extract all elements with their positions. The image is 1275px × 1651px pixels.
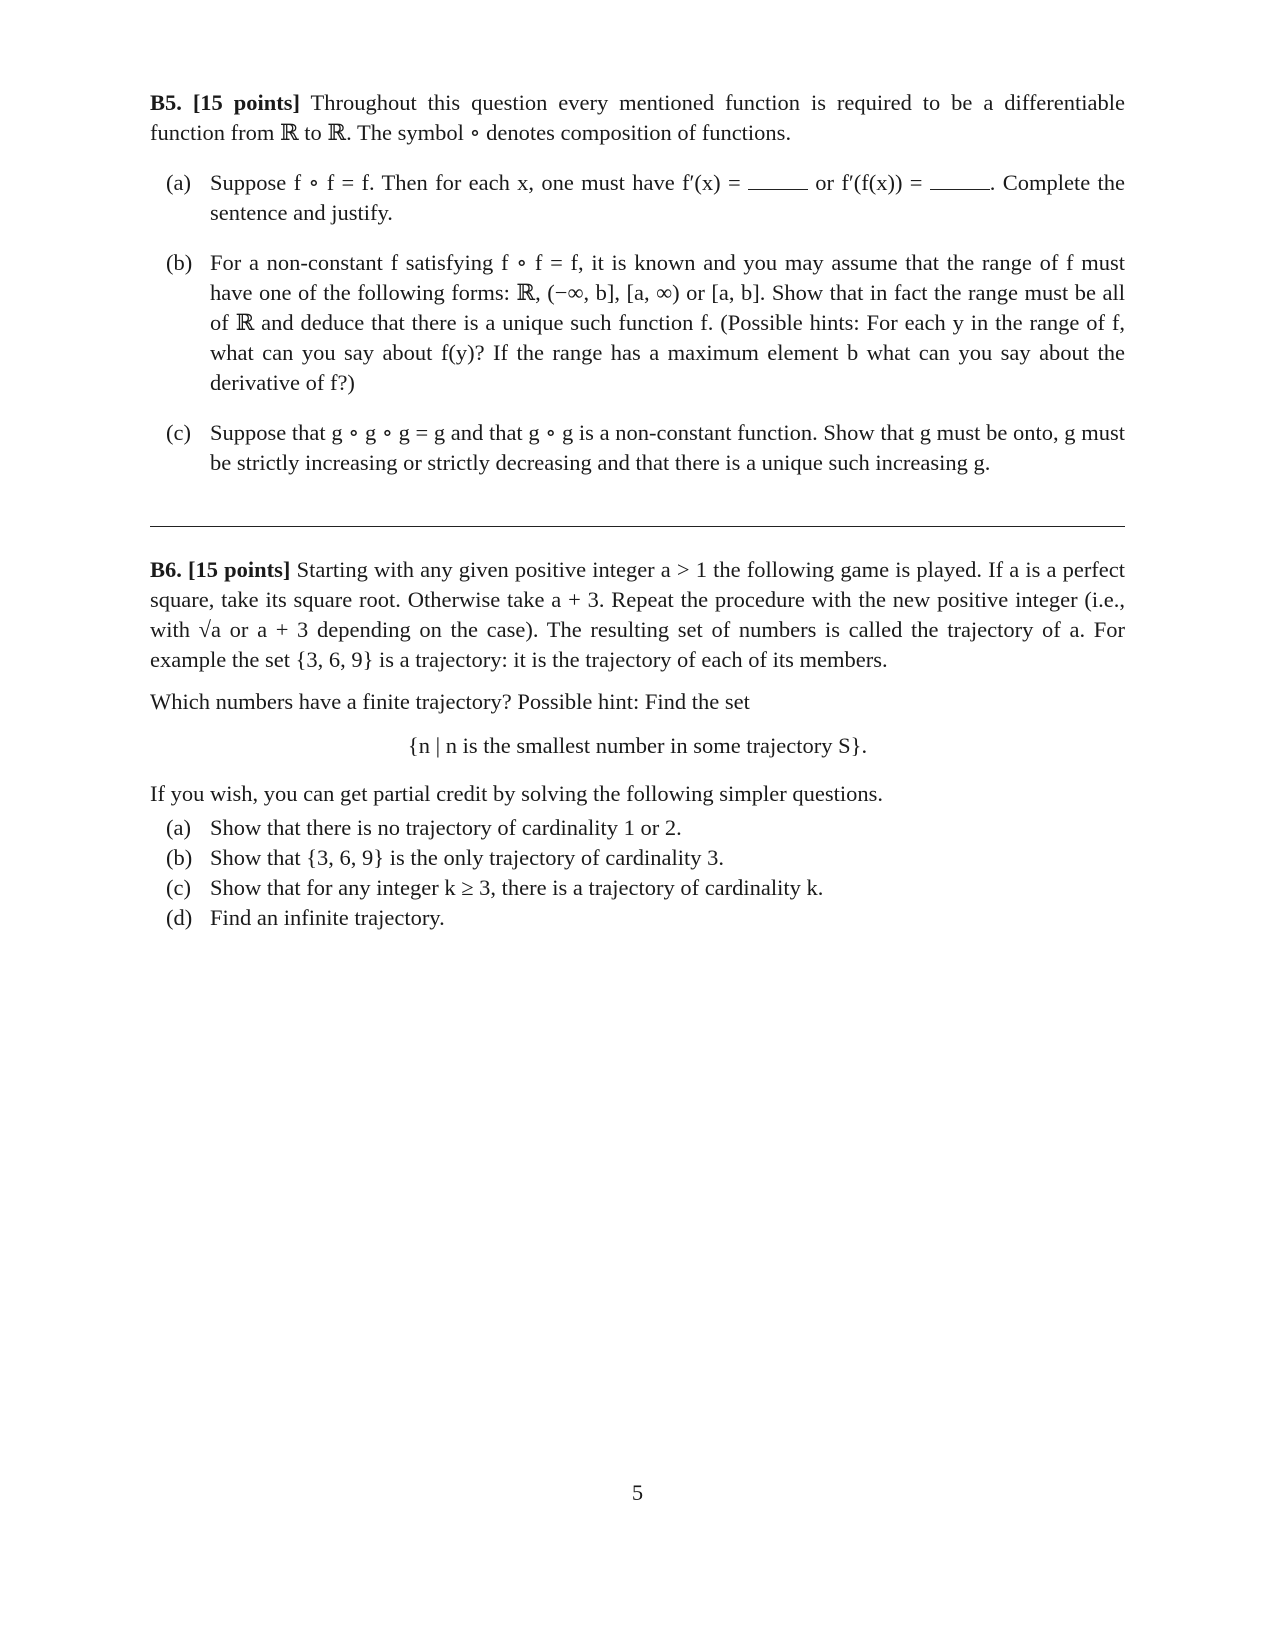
b6-part-a-text: Show that there is no trajectory of cardinality 1 or 2.: [210, 815, 682, 840]
question-b5: [150, 88, 1125, 478]
b6-part-a-label: (a): [166, 815, 191, 840]
b6-part-d-text: Find an infinite trajectory.: [210, 905, 445, 930]
b6-label: B6.: [150, 557, 182, 582]
b5-part-a: [150, 168, 1125, 228]
b6-part-b-text: Show that {3, 6, 9} is the only trajectory of cardinality 3.: [210, 845, 724, 870]
b6-part-d: [150, 903, 1125, 933]
page-number: 5: [631, 1480, 644, 1505]
page-content: [150, 88, 1125, 933]
b5-part-a-blank-2: [930, 171, 990, 190]
b6-part-b: [150, 843, 1125, 873]
b6-parts: [150, 813, 1125, 933]
b6-part-a: [150, 813, 1125, 843]
b5-part-c-label: (c): [166, 420, 191, 445]
section-divider: [150, 526, 1125, 527]
b6-intro: Starting with any given positive integer a > 1 the following game is played. If a is a perfect square, take its square root. Otherwise take a + 3. Repeat the procedure with the new positive integer (i.e., with √a or a + 3 depending on the case). The resulting set of numbers is called the trajectory of a. For example the set {3, 6, 9} is a trajectory: it is the trajectory of each of its members.: [150, 557, 1126, 672]
b6-display-set: {n | n is the smallest number in some trajectory S}.: [407, 733, 868, 758]
b5-points: [15 points]: [192, 90, 300, 115]
b6-part-c-text: Show that for any integer k ≥ 3, there is a trajectory of cardinality k.: [210, 875, 824, 900]
b6-intro-paragraph: [150, 555, 1125, 675]
b5-part-b: [150, 248, 1125, 398]
b5-label: B5.: [150, 90, 182, 115]
b6-part-c-label: (c): [166, 875, 191, 900]
b5-part-a-blank-1: [748, 171, 808, 190]
b6-question: Which numbers have a finite trajectory? Possible hint: Find the set: [150, 689, 750, 714]
b5-intro-paragraph: [150, 88, 1125, 148]
question-b6: [150, 555, 1125, 933]
b6-part-d-label: (d): [166, 905, 193, 930]
b6-points: [15 points]: [188, 557, 291, 582]
b5-intro: Throughout this question every mentioned function is required to be a differentiable function from ℝ to ℝ. The symbol ∘ denotes composition of functions.: [150, 90, 1125, 145]
b5-part-a-label: (a): [166, 170, 191, 195]
b5-part-a-text-end: . Complete the sentence and justify.: [210, 170, 1126, 225]
b6-part-c: [150, 873, 1125, 903]
b5-part-a-text-mid: or f′(f(x)) =: [815, 170, 923, 195]
b6-part-b-label: (b): [166, 845, 193, 870]
b5-part-c: [150, 418, 1125, 478]
b5-part-b-label: (b): [166, 250, 193, 275]
b6-partial-credit: If you wish, you can get partial credit by solving the following simpler questions.: [150, 781, 883, 806]
b5-part-c-text: Suppose that g ∘ g ∘ g = g and that g ∘ g is a non-constant function. Show that g must be onto, g must be strictly increasing or strictly decreasing and that there is a unique such increasing g.: [210, 420, 1125, 475]
b5-part-a-text-start: Suppose f ∘ f = f. Then for each x, one must have f′(x) =: [210, 170, 741, 195]
b5-parts: [150, 168, 1125, 478]
b5-part-b-text: For a non-constant f satisfying f ∘ f = f, it is known and you may assume that the range of f must have one of the following forms: ℝ, (−∞, b], [a, ∞) or [a, b]. Show that in fact the range must be all of ℝ and deduce that there is a unique such function f. (Possible hints: For each y in the range of f, what can you say about f(y)? If the range has a maximum element b what can you say about the derivative of f?): [210, 250, 1125, 395]
